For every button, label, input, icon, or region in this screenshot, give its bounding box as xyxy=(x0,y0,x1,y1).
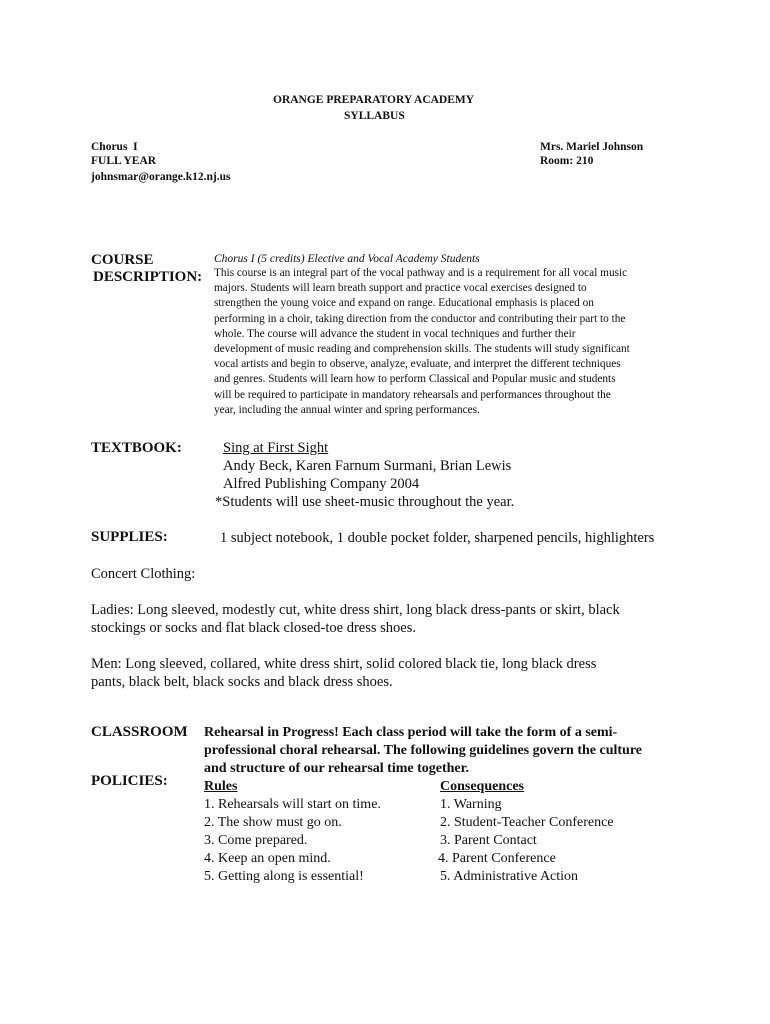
description-line: year, including the annual winter and spring performances. xyxy=(214,403,480,416)
classroom-label: CLASSROOM xyxy=(91,724,188,740)
description-line: whole. The course will advance the student in vocal techniques and further their xyxy=(214,327,576,340)
textbook-label: TEXTBOOK: xyxy=(91,440,182,456)
men-clothing-line: Men: Long sleeved, collared, white dress shirt, solid colored black tie, long black dress xyxy=(91,656,597,672)
rule-item: 5. Getting along is essential! xyxy=(204,869,364,884)
textbook-authors: Andy Beck, Karen Farnum Surmani, Brian Lewis xyxy=(223,458,512,474)
teacher-name: Mrs. Mariel Johnson xyxy=(540,141,644,153)
course-label: COURSE xyxy=(91,252,154,268)
course-subtitle: Chorus I (5 credits) Elective and Vocal Academy Students xyxy=(214,253,480,265)
description-line: vocal artists and begin to observe, analyze, evaluate, and interpret the different techniques xyxy=(214,358,621,371)
ladies-clothing-line: Ladies: Long sleeved, modestly cut, white dress shirt, long black dress-pants or skirt, black xyxy=(91,602,620,618)
rule-item: 2. The show must go on. xyxy=(204,815,342,830)
rule-item: 1. Rehearsals will start on time. xyxy=(204,797,381,812)
description-line: performing in a choir, taking direction from the conductor and contributing their part to the xyxy=(214,312,626,325)
description-label: DESCRIPTION: xyxy=(93,269,203,285)
consequences-list xyxy=(440,796,614,886)
description-line: majors. Students will learn breath support and practice vocal exercises designed to xyxy=(214,282,587,295)
policies-label: POLICIES: xyxy=(91,773,168,789)
document-type: SYLLABUS xyxy=(344,110,405,122)
rules-heading: Rules xyxy=(204,779,238,794)
description-line: will be required to participate in mandatory rehearsals and performances throughout the xyxy=(214,388,611,401)
course-term: FULL YEAR xyxy=(91,155,157,167)
consequence-item: 3. Parent Contact xyxy=(440,833,537,848)
consequences-heading: Consequences xyxy=(440,779,525,794)
ladies-clothing-line: stockings or socks and flat black closed-toe dress shoes. xyxy=(91,620,416,636)
rule-item: 3. Come prepared. xyxy=(204,833,308,848)
men-clothing-line: pants, black belt, black socks and black dress shoes. xyxy=(91,674,393,690)
description-line: This course is an integral part of the vocal pathway and is a requirement for all vocal music xyxy=(214,267,628,279)
teacher-email: johnsmar@orange.k12.nj.us xyxy=(91,171,231,183)
supplies-label: SUPPLIES: xyxy=(91,529,168,545)
description-line: development of music reading and comprehension skills. The students will study significant xyxy=(214,343,630,356)
textbook-title: Sing at First Sight xyxy=(223,440,329,456)
textbook-note: *Students will use sheet-music throughout the year. xyxy=(215,494,515,510)
course-name: Chorus I xyxy=(91,141,138,153)
rules-list xyxy=(204,796,381,886)
description-line: strengthen the young voice and expand on range. Educational emphasis is placed on xyxy=(214,297,594,310)
consequence-item: 5. Administrative Action xyxy=(440,869,579,884)
consequence-item: 2. Student-Teacher Conference xyxy=(440,815,614,830)
description-line: and genres. Students will learn how to perform Classical and Popular music and students xyxy=(214,373,616,386)
textbook-publisher: Alfred Publishing Company 2004 xyxy=(223,476,420,492)
clothing-heading: Concert Clothing: xyxy=(91,566,196,582)
supplies-text: 1 subject notebook, 1 double pocket folder, sharpened pencils, highlighters xyxy=(220,530,655,546)
policies-intro-line: professional choral rehearsal. The following guidelines govern the culture xyxy=(204,743,643,758)
consequence-item: 1. Warning xyxy=(440,797,502,812)
rule-item: 4. Keep an open mind. xyxy=(204,851,331,866)
course-description-text xyxy=(214,266,684,418)
school-name: ORANGE PREPARATORY ACADEMY xyxy=(273,94,475,106)
room-number: Room: 210 xyxy=(540,155,594,167)
consequence-item: 4. Parent Conference xyxy=(438,851,556,866)
policies-intro-line: Rehearsal in Progress! Each class period will take the form of a semi- xyxy=(204,725,618,740)
policies-intro-line: and structure of our rehearsal time together. xyxy=(204,761,470,776)
